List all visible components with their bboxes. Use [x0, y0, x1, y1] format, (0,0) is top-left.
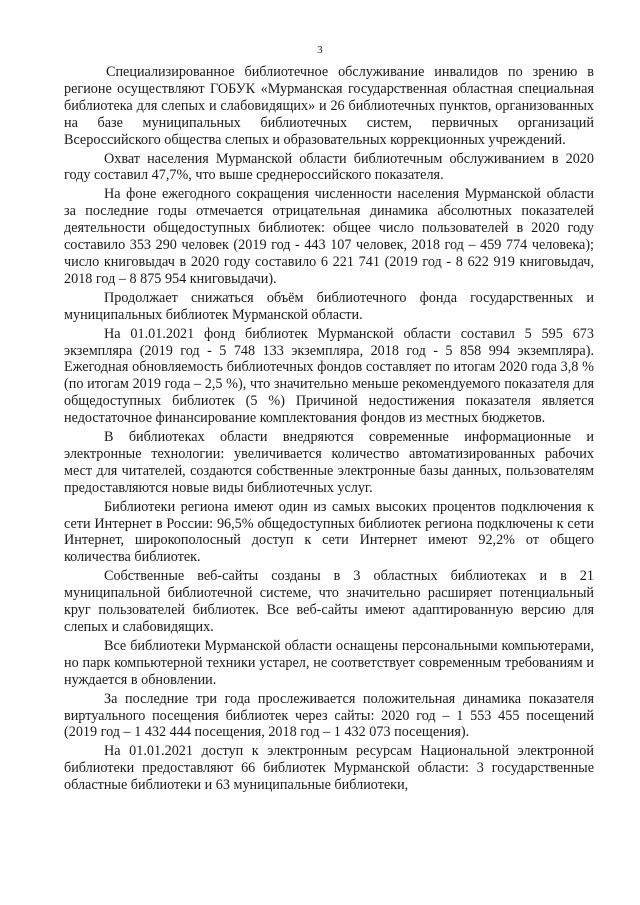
paragraph-internet: Библиотеки региона имеют один из самых высоких процентов подключения к сети Интернет в России: 96,5% общедоступных библиотек региона подключены к сети Интернет, широкополосный доступ к сети Интернет имеют 92,2% от общего количества библиотек.	[64, 498, 594, 566]
paragraph-technologies: В библиотеках области внедряются современные информационные и электронные технологии: увеличивается количество автоматизированных рабочих мест для читателей, создаются собственные электронные базы данных, пользователям предоставляются новые виды библиотечных услуг.	[64, 429, 594, 496]
paragraph-virtual-visits: За последние три года прослеживается положительная динамика показателя виртуального посещения библиотек через сайты: 2020 год – 1 553 455 посещений (2019 год – 1 432 444 посещения, 2018 год – 1 432 073 посещения).	[64, 690, 594, 741]
paragraph-neb-access: На 01.01.2021 доступ к электронным ресурсам Национальной электронной библиотеки предоставляют 66 библиотек Мурманской области: 3 государственные областные библиотеки и 63 муниципальные библиотеки,	[64, 743, 594, 794]
paragraph-fund-volume: На 01.01.2021 фонд библиотек Мурманской области составил 5 595 673 экземпляра (2019 год - 5 748 133 экземпляра, 2018 год - 5 858 994 экземпляра). Ежегодная обновляемость библиотечных фондов составляет по итогам 2020 года 3,8 % (по итогам 2019 года – 2,5 %), что значительно меньше рекомендуемого показателя для общедоступных библиотек (5 %) Причиной недостижения показателя является недостаточное финансирование комплектования фондов из местных бюджетов.	[64, 325, 594, 427]
document-body	[64, 64, 594, 796]
paragraph-negative-dynamics: На фоне ежегодного сокращения численности населения Мурманской области за последние годы отмечается отрицательная динамика абсолютных показателей деятельности общедоступных библиотек: общее число пользователей в 2020 году составило 353 290 человек (2019 год - 443 107 человек, 2018 год – 459 774 человека); число книговыдач в 2020 году составило 6 221 741 (2019 год - 8 622 919 книговыдач, 2018 год – 8 875 954 книговыдачи).	[64, 186, 594, 287]
paragraph-websites: Собственные веб-сайты созданы в 3 областных библиотеках и в 21 муниципальной библиотечной системе, что значительно расширяет потенциальный круг пользователей библиотек. Все веб-сайты имеют адаптированную версию для слепых и слабовидящих.	[64, 568, 594, 635]
page-number: 3	[317, 44, 323, 56]
paragraph-special-service: Специализированное библиотечное обслуживание инвалидов по зрению в регионе осуществляют ГОБУК «Мурманская государственная областная специальная библиотека для слепых и слабовидящих» и 26 библиотечных пунктов, организованных на базе муниципальных библиотечных систем, первичных организаций Всероссийского общества слепых и образовательных коррекционных учреждений.	[64, 64, 594, 148]
paragraph-computers: Все библиотеки Мурманской области оснащены персональными компьютерами, но парк компьютерной техники устарел, не соответствует современным требованиям и нуждается в обновлении.	[64, 637, 594, 688]
paragraph-fund-decline: Продолжает снижаться объём библиотечного фонда государственных и муниципальных библиотек Мурманской области.	[64, 289, 594, 323]
paragraph-coverage: Охват населения Мурманской области библиотечным обслуживанием в 2020 году составил 47,7%, что выше среднероссийского показателя.	[64, 150, 594, 184]
